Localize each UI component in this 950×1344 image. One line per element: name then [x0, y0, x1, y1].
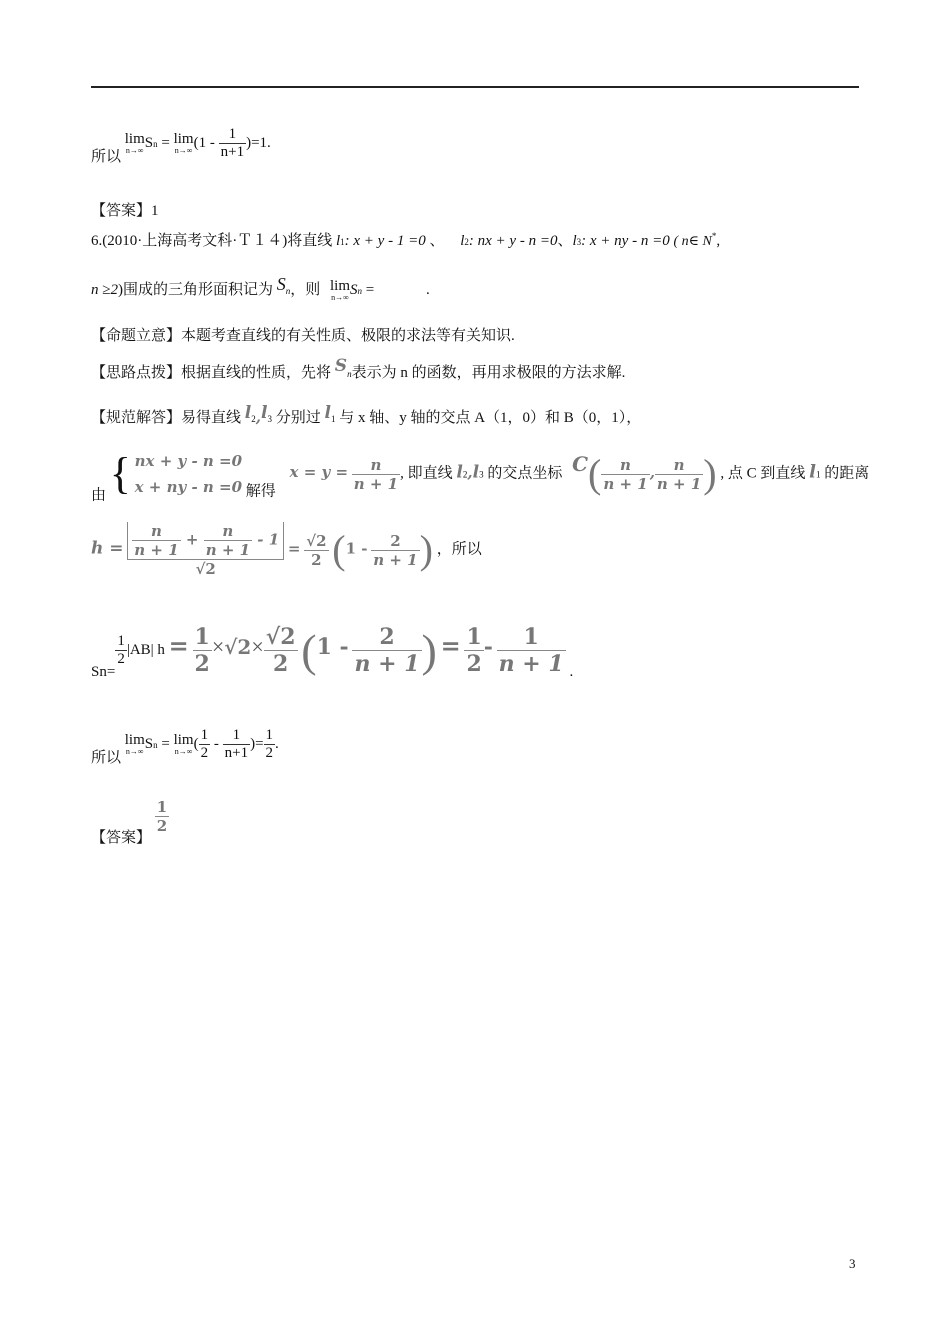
- answer-2: 【答案】 $\frac{1}{2}$: [91, 798, 168, 846]
- answer-1: 【答案】1: [91, 203, 159, 219]
- hint-paragraph: 【思路点拨】根据直线的性质，先将 Sn表示为 n 的函数，再用求极限的方法求解.: [91, 356, 626, 381]
- distance-formula: h = $\frac{n}{n + 1}$ + $\frac{n}{n + 1}$ - 1 √2 = $\frac{√2}{2}$ (1 - $\frac{2}{n + 1}$ ) ，所以: [91, 522, 482, 578]
- header-rule: [91, 86, 859, 88]
- question-6-cont: n ≥2)围成的三角形面积记为 Sn，则 lim n→∞ Sn = .: [91, 274, 430, 303]
- lim-operator: lim n→∞: [124, 131, 145, 155]
- solution-intro: 【规范解答】易得直线 l2,l3 分别过 l1 与 x 轴、y 轴的交点 A（1，0）和 B（0，1），: [91, 403, 642, 426]
- limit-line-1: 所以 lim n→∞ Sn = lim n→∞ (1 - $\frac{1}{n+1}$ )=1.: [91, 126, 271, 165]
- area-formula: Sn= $\frac{1}{2}$ |AB| h = $\frac{1}{2}$ ×√2× $\frac{√2}{2}$ (1 - $\frac{2}{n + 1}$ ) = $\frac{1}{2}$ - $\frac{1}{n + 1}$ .: [91, 624, 574, 680]
- intent-paragraph: 【命题立意】本题考查直线的有关性质、极限的求法等有关知识.: [91, 328, 515, 344]
- question-6: 6.(2010·上海高考文科·Ｔ１４)将直线 l1: x + y - 1 =0 、 l2: nx + y - n =0、l3: x + ny - n =0 ( n∈ N*,: [91, 231, 721, 249]
- fraction: $\frac{1}{n+1}$: [220, 126, 245, 160]
- equation-system: nx + y - n =0 x + ny - n =0: [134, 452, 243, 496]
- equation-system-line: 由 { nx + y - n =0 x + ny - n =0 解得 x = y = $\frac{n}{n + 1}$ , 即直线 l2,l3 的交点坐标 C( $\frac{n}{n + 1}$ , $\frac{n}{n + 1}$ ) , 点 C 到直线 l1 的距离: [91, 449, 870, 504]
- page-number: 3: [849, 1256, 856, 1271]
- limit-line-2: 所以 lim n→∞ Sn = lim n→∞ ( $\frac{1}{2}$ - $\frac{1}{n+1}$ )= $\frac{1}{2}$ .: [91, 727, 279, 766]
